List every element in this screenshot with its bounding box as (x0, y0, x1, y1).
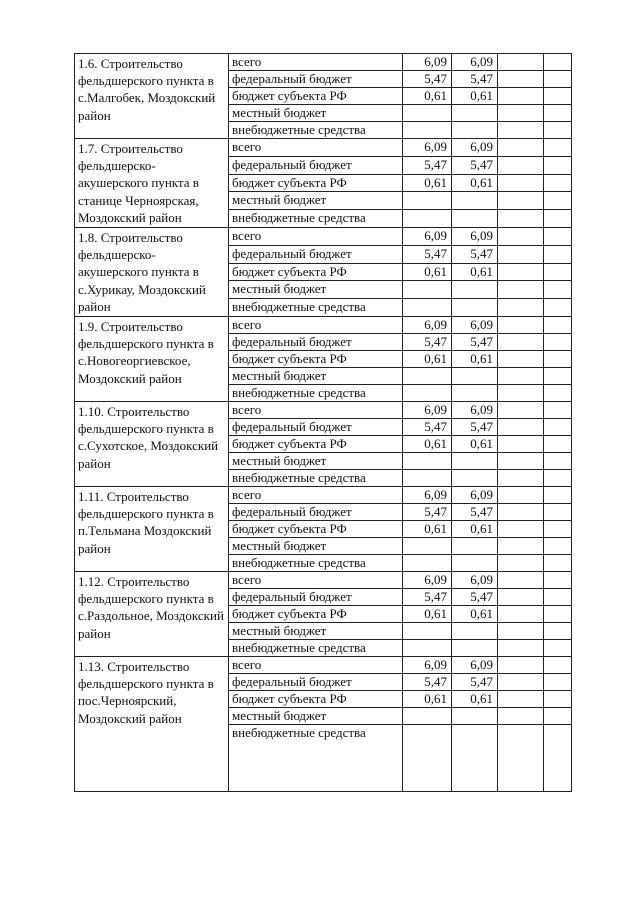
amount-empty (498, 674, 544, 691)
table-row (75, 228, 572, 246)
funding-category: федеральный бюджет (229, 156, 403, 174)
funding-category: внебюджетные средства (229, 299, 403, 317)
funding-category: всего (229, 487, 403, 504)
amount-total: 0,61 (403, 263, 452, 281)
project-title: 1.7. Строительство фельдшерско-акушерского пункта в станице Черноярская, Моздокский район (75, 139, 229, 228)
amount-empty (498, 156, 544, 174)
amount-year: 0,61 (452, 521, 498, 538)
amount-year: 0,61 (452, 351, 498, 368)
amount-empty (498, 725, 544, 792)
amount-total: 0,61 (403, 606, 452, 623)
amount-year: 5,47 (452, 419, 498, 436)
amount-empty (498, 419, 544, 436)
funding-category: федеральный бюджет (229, 419, 403, 436)
amount-empty (544, 453, 572, 470)
amount-year: 5,47 (452, 674, 498, 691)
amount-total (403, 210, 452, 228)
amount-empty (544, 228, 572, 246)
table-row (75, 572, 572, 589)
funding-category: местный бюджет (229, 538, 403, 555)
amount-year (452, 105, 498, 122)
amount-empty (544, 245, 572, 263)
project-title: 1.12. Строительство фельдшерского пункта в с.Раздольное, Моздокский район (75, 572, 229, 657)
amount-empty (544, 674, 572, 691)
amount-total: 0,61 (403, 351, 452, 368)
amount-empty (498, 263, 544, 281)
budget-table (74, 53, 572, 792)
amount-empty (498, 210, 544, 228)
amount-year (452, 708, 498, 725)
amount-year: 6,09 (452, 139, 498, 157)
amount-empty (498, 122, 544, 139)
amount-empty (498, 640, 544, 657)
amount-empty (544, 725, 572, 792)
table-row (75, 139, 572, 157)
funding-category: местный бюджет (229, 105, 403, 122)
amount-total: 5,47 (403, 245, 452, 263)
amount-year: 0,61 (452, 691, 498, 708)
amount-empty (498, 521, 544, 538)
funding-category: бюджет субъекта РФ (229, 263, 403, 281)
amount-empty (498, 555, 544, 572)
amount-year: 6,09 (452, 402, 498, 419)
table-row (75, 657, 572, 674)
amount-empty (544, 139, 572, 157)
amount-empty (498, 436, 544, 453)
amount-total: 6,09 (403, 657, 452, 674)
amount-total: 6,09 (403, 54, 452, 71)
amount-year (452, 281, 498, 299)
table-row (75, 54, 572, 71)
amount-empty (544, 156, 572, 174)
amount-empty (544, 351, 572, 368)
amount-empty (544, 521, 572, 538)
amount-total: 6,09 (403, 402, 452, 419)
amount-year: 6,09 (452, 572, 498, 589)
amount-year (452, 640, 498, 657)
funding-category: бюджет субъекта РФ (229, 691, 403, 708)
amount-empty (498, 228, 544, 246)
amount-empty (544, 572, 572, 589)
amount-empty (544, 606, 572, 623)
project-title: 1.13. Строительство фельдшерского пункта в пос.Черноярский, Моздокский район (75, 657, 229, 792)
amount-year: 5,47 (452, 71, 498, 88)
table-row (75, 317, 572, 334)
amount-total: 5,47 (403, 504, 452, 521)
amount-empty (498, 453, 544, 470)
funding-category: внебюджетные средства (229, 555, 403, 572)
amount-empty (498, 623, 544, 640)
amount-empty (544, 589, 572, 606)
amount-year: 6,09 (452, 487, 498, 504)
amount-empty (544, 105, 572, 122)
amount-empty (498, 174, 544, 192)
amount-year (452, 538, 498, 555)
amount-total: 5,47 (403, 71, 452, 88)
amount-empty (544, 71, 572, 88)
amount-total (403, 640, 452, 657)
amount-empty (544, 317, 572, 334)
amount-empty (498, 105, 544, 122)
amount-year: 5,47 (452, 504, 498, 521)
funding-category: федеральный бюджет (229, 334, 403, 351)
amount-total (403, 105, 452, 122)
amount-total (403, 555, 452, 572)
funding-category: всего (229, 228, 403, 246)
funding-category: внебюджетные средства (229, 725, 403, 792)
amount-empty (544, 623, 572, 640)
funding-category: внебюджетные средства (229, 470, 403, 487)
amount-empty (544, 708, 572, 725)
amount-total: 6,09 (403, 317, 452, 334)
amount-empty (544, 210, 572, 228)
amount-year: 6,09 (452, 54, 498, 71)
amount-total (403, 725, 452, 792)
amount-empty (544, 487, 572, 504)
funding-category: внебюджетные средства (229, 640, 403, 657)
amount-total: 0,61 (403, 436, 452, 453)
amount-empty (498, 504, 544, 521)
amount-empty (498, 572, 544, 589)
funding-category: внебюджетные средства (229, 385, 403, 402)
amount-empty (498, 402, 544, 419)
amount-empty (498, 192, 544, 210)
amount-empty (544, 504, 572, 521)
funding-category: бюджет субъекта РФ (229, 351, 403, 368)
amount-empty (544, 538, 572, 555)
amount-total (403, 453, 452, 470)
amount-total (403, 122, 452, 139)
amount-empty (498, 299, 544, 317)
amount-empty (498, 368, 544, 385)
funding-category: местный бюджет (229, 368, 403, 385)
funding-category: всего (229, 317, 403, 334)
amount-year: 0,61 (452, 88, 498, 105)
amount-empty (544, 640, 572, 657)
project-title: 1.11. Строительство фельдшерского пункта в п.Тельмана Моздокский район (75, 487, 229, 572)
amount-total: 5,47 (403, 674, 452, 691)
amount-empty (544, 385, 572, 402)
table-row (75, 487, 572, 504)
project-title: 1.8. Строительство фельдшерско-акушерского пункта в с.Хурикау, Моздокский район (75, 228, 229, 317)
amount-empty (498, 317, 544, 334)
funding-category: федеральный бюджет (229, 504, 403, 521)
amount-year (452, 555, 498, 572)
amount-total: 6,09 (403, 572, 452, 589)
amount-empty (498, 691, 544, 708)
amount-total: 6,09 (403, 228, 452, 246)
amount-empty (498, 657, 544, 674)
amount-total: 6,09 (403, 139, 452, 157)
amount-total (403, 708, 452, 725)
amount-empty (498, 589, 544, 606)
funding-category: внебюджетные средства (229, 122, 403, 139)
amount-empty (498, 88, 544, 105)
funding-category: всего (229, 139, 403, 157)
amount-empty (544, 88, 572, 105)
amount-empty (498, 538, 544, 555)
amount-year: 5,47 (452, 156, 498, 174)
amount-empty (498, 139, 544, 157)
amount-year: 6,09 (452, 317, 498, 334)
funding-category: бюджет субъекта РФ (229, 88, 403, 105)
amount-year (452, 122, 498, 139)
amount-year (452, 368, 498, 385)
amount-year (452, 470, 498, 487)
amount-year: 5,47 (452, 334, 498, 351)
funding-category: бюджет субъекта РФ (229, 606, 403, 623)
amount-empty (544, 334, 572, 351)
amount-year (452, 623, 498, 640)
amount-year (452, 192, 498, 210)
amount-year: 0,61 (452, 606, 498, 623)
funding-category: всего (229, 657, 403, 674)
amount-total: 5,47 (403, 419, 452, 436)
amount-empty (544, 419, 572, 436)
amount-empty (544, 122, 572, 139)
amount-total (403, 538, 452, 555)
amount-empty (498, 334, 544, 351)
amount-empty (544, 470, 572, 487)
funding-category: федеральный бюджет (229, 674, 403, 691)
amount-empty (498, 54, 544, 71)
amount-total (403, 470, 452, 487)
amount-year (452, 453, 498, 470)
amount-total: 0,61 (403, 691, 452, 708)
amount-total: 5,47 (403, 334, 452, 351)
amount-total (403, 368, 452, 385)
amount-year: 0,61 (452, 174, 498, 192)
funding-category: всего (229, 572, 403, 589)
funding-category: бюджет субъекта РФ (229, 436, 403, 453)
project-title: 1.10. Строительство фельдшерского пункта в с.Сухотское, Моздокский район (75, 402, 229, 487)
amount-empty (544, 657, 572, 674)
amount-empty (544, 299, 572, 317)
amount-total (403, 192, 452, 210)
amount-year: 6,09 (452, 228, 498, 246)
project-title: 1.9. Строительство фельдшерского пункта в с.Новогеоргиевское, Моздокский район (75, 317, 229, 402)
amount-empty (498, 606, 544, 623)
funding-category: местный бюджет (229, 192, 403, 210)
amount-empty (498, 281, 544, 299)
amount-empty (498, 351, 544, 368)
funding-category: внебюджетные средства (229, 210, 403, 228)
amount-empty (544, 281, 572, 299)
amount-empty (544, 691, 572, 708)
table-row (75, 402, 572, 419)
funding-category: местный бюджет (229, 708, 403, 725)
amount-total: 6,09 (403, 487, 452, 504)
amount-year (452, 210, 498, 228)
amount-year: 0,61 (452, 263, 498, 281)
amount-total: 5,47 (403, 156, 452, 174)
amount-empty (498, 487, 544, 504)
amount-empty (544, 263, 572, 281)
funding-category: федеральный бюджет (229, 71, 403, 88)
amount-empty (544, 555, 572, 572)
amount-empty (498, 71, 544, 88)
funding-category: бюджет субъекта РФ (229, 174, 403, 192)
amount-empty (544, 402, 572, 419)
amount-total (403, 385, 452, 402)
amount-total (403, 299, 452, 317)
funding-category: федеральный бюджет (229, 245, 403, 263)
amount-empty (544, 368, 572, 385)
amount-empty (544, 192, 572, 210)
amount-empty (498, 470, 544, 487)
funding-category: всего (229, 402, 403, 419)
amount-total: 0,61 (403, 521, 452, 538)
budget-table-body (75, 54, 572, 792)
funding-category: местный бюджет (229, 453, 403, 470)
funding-category: всего (229, 54, 403, 71)
amount-year (452, 385, 498, 402)
amount-total: 0,61 (403, 88, 452, 105)
amount-year: 6,09 (452, 657, 498, 674)
amount-empty (544, 436, 572, 453)
amount-empty (544, 54, 572, 71)
amount-empty (498, 708, 544, 725)
amount-year (452, 299, 498, 317)
amount-year (452, 725, 498, 792)
amount-total: 0,61 (403, 174, 452, 192)
amount-total (403, 281, 452, 299)
amount-year: 0,61 (452, 436, 498, 453)
amount-empty (498, 385, 544, 402)
funding-category: федеральный бюджет (229, 589, 403, 606)
funding-category: бюджет субъекта РФ (229, 521, 403, 538)
funding-category: местный бюджет (229, 281, 403, 299)
amount-total: 5,47 (403, 589, 452, 606)
amount-year: 5,47 (452, 589, 498, 606)
amount-empty (498, 245, 544, 263)
amount-empty (544, 174, 572, 192)
project-title: 1.6. Строительство фельдшерского пункта в с.Малгобек, Моздокский район (75, 54, 229, 139)
funding-category: местный бюджет (229, 623, 403, 640)
amount-year: 5,47 (452, 245, 498, 263)
amount-total (403, 623, 452, 640)
